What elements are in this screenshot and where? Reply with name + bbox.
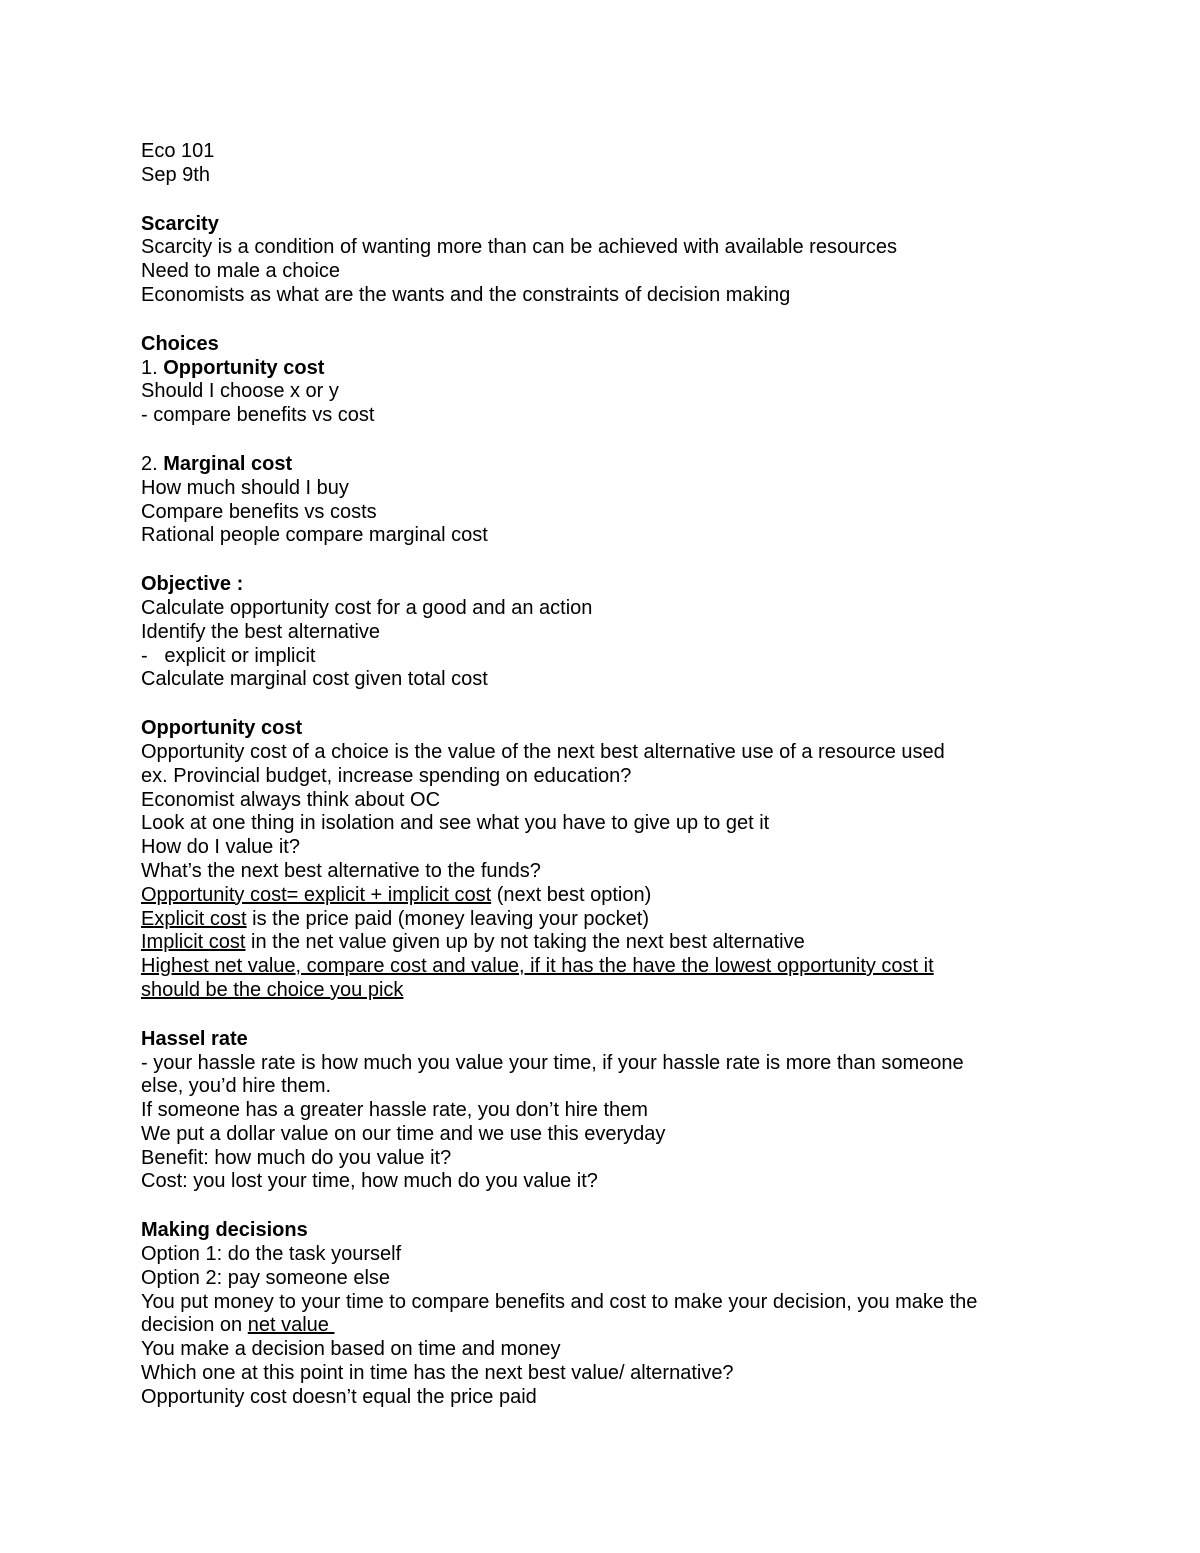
choice-line: How much should I buy bbox=[141, 476, 349, 499]
decision-line: You put money to your time to compare benefits and cost to make your decision, you make the bbox=[141, 1290, 978, 1313]
hassel-line: We put a dollar value on our time and we use this everyday bbox=[141, 1122, 666, 1145]
formula-line bbox=[141, 884, 1081, 908]
decision-line: You make a decision based on time and money bbox=[141, 1338, 561, 1361]
heading-objective: Objective : bbox=[141, 573, 244, 596]
heading-scarcity: Scarcity bbox=[141, 212, 219, 235]
heading-hassel-rate: Hassel rate bbox=[141, 1027, 248, 1050]
choice-line: - compare benefits vs cost bbox=[141, 404, 375, 427]
scarcity-line: Scarcity is a condition of wanting more than can be achieved with available resources bbox=[141, 236, 897, 259]
objective-line: Calculate marginal cost given total cost bbox=[141, 668, 488, 691]
decision-prefix: decision on bbox=[141, 1314, 248, 1337]
objective-line: Identify the best alternative bbox=[141, 620, 381, 643]
objective-line: - explicit or implicit bbox=[141, 644, 316, 667]
item-title: Marginal cost bbox=[163, 452, 293, 475]
opportunity-line: Opportunity cost of a choice is the value of the next best alternative use of a resource used bbox=[141, 740, 945, 763]
choice-line: Should I choose x or y bbox=[141, 380, 339, 403]
notes-content bbox=[141, 140, 1081, 1410]
implicit-term: Implicit cost bbox=[141, 931, 246, 954]
note-date: Sep 9th bbox=[141, 163, 210, 186]
formula-underlined: Opportunity cost= explicit + implicit cost bbox=[141, 883, 492, 906]
scarcity-line: Need to male a choice bbox=[141, 260, 341, 283]
implicit-line bbox=[141, 931, 1081, 955]
opportunity-line: Look at one thing in isolation and see what you have to give up to get it bbox=[141, 812, 770, 835]
explicit-term: Explicit cost bbox=[141, 907, 247, 930]
scarcity-line: Economists as what are the wants and the constraints of decision making bbox=[141, 283, 791, 306]
implicit-definition: in the net value given up by not taking the next best alternative bbox=[245, 931, 805, 954]
opportunity-line: Economist always think about OC bbox=[141, 788, 441, 811]
item-number: 1. bbox=[141, 356, 164, 379]
choice-item-1-title bbox=[141, 357, 1081, 381]
hassel-line: - your hassle rate is how much you value your time, if your hassle rate is more than someone bbox=[141, 1051, 964, 1074]
objective-line: Calculate opportunity cost for a good and an action bbox=[141, 596, 593, 619]
course-title: Eco 101 bbox=[141, 140, 215, 162]
highest-net-value-line: Highest net value, compare cost and value, if it has the have the lowest opportunity cost it bbox=[141, 955, 934, 978]
hassel-line: else, you’d hire them. bbox=[141, 1075, 332, 1098]
decision-line: Option 2: pay someone else bbox=[141, 1266, 391, 1289]
decision-line: Opportunity cost doesn’t equal the price paid bbox=[141, 1385, 537, 1408]
heading-making-decisions: Making decisions bbox=[141, 1219, 308, 1242]
explicit-definition: is the price paid (money leaving your pocket) bbox=[246, 907, 650, 930]
explicit-line bbox=[141, 908, 1081, 932]
decision-line: Which one at this point in time has the next best value/ alternative? bbox=[141, 1362, 734, 1385]
highest-net-value-line: should be the choice you pick bbox=[141, 978, 404, 1001]
item-number: 2. bbox=[141, 452, 164, 475]
choice-line: Rational people compare marginal cost bbox=[141, 524, 488, 547]
hassel-line: Cost: you lost your time, how much do you value it? bbox=[141, 1170, 598, 1193]
choice-line: Compare benefits vs costs bbox=[141, 500, 377, 523]
decision-line: Option 1: do the task yourself bbox=[141, 1243, 402, 1266]
net-value-term: net value bbox=[247, 1314, 335, 1337]
choice-item-2-title bbox=[141, 453, 1081, 477]
item-title: Opportunity cost bbox=[163, 356, 325, 379]
hassel-line: Benefit: how much do you value it? bbox=[141, 1146, 452, 1169]
hassel-line: If someone has a greater hassle rate, you don’t hire them bbox=[141, 1099, 648, 1122]
opportunity-line: What’s the next best alternative to the funds? bbox=[141, 859, 541, 882]
formula-rest: (next best option) bbox=[491, 883, 652, 906]
opportunity-line: How do I value it? bbox=[141, 836, 300, 859]
heading-opportunity-cost: Opportunity cost bbox=[141, 717, 303, 740]
heading-choices: Choices bbox=[141, 332, 219, 355]
decision-line bbox=[141, 1314, 1081, 1338]
opportunity-line: ex. Provincial budget, increase spending on education? bbox=[141, 764, 632, 787]
